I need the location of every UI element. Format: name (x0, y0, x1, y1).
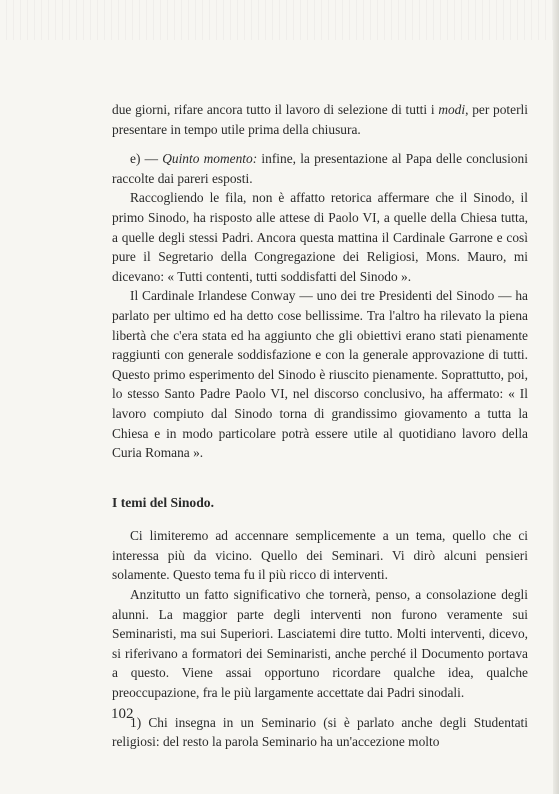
paragraph-1-text-b: , per poterli presentare in tempo utile prima della chiusura. (112, 102, 528, 137)
paragraph-5: Ci limiteremo ad accennare semplicemente a un tema, quello che ci interessa più da vicino. Quello dei Seminari. Vi dirò alcuni pensieri solamente. Questo tema fu il più ricco di interventi. (112, 528, 528, 583)
page-body (112, 100, 528, 752)
paragraph-4: Il Cardinale Irlandese Conway — uno dei tre Presidenti del Sinodo — ha parlato per ultimo ed ha detto cose bellissime. Tra l'altro ha rilevato la piena libertà che c'era stata ed ha aggiunto che gli obiettivi erano stati pienamente raggiunti con generale soddisfazione e con la generale approvazione di tutti. Questo primo esperimento del Sinodo è riuscito pienamente. Soprattutto, poi, lo stesso Santo Padre Paolo VI, nel discorso conclusivo, ha affermato: « Il lavoro compiuto dal Sinodo torna di grandissimo giovamento a tutta la Chiesa e in modo particolare potrà essere utile al quotidiano lavoro della Curia Romana ». (112, 288, 528, 461)
paragraph-1-text-a: due giorni, rifare ancora tutto il lavoro di selezione di tutti i (112, 102, 439, 117)
paragraph-2 (112, 149, 528, 188)
page-edge (553, 0, 559, 794)
paragraph-3: Raccogliendo le fila, non è affatto retorica affermare che il Sinodo, il primo Sinodo, ha risposto alle attese di Paolo VI, a quelle della Chiesa tutta, a quelle degli stessi Padri. Ancora questa mattina il Cardinale Garrone e così pure il Segretario della Congregazione dei Religiosi, Mons. Mauro, mi dicevano: « Tutti contenti, tutti soddisfatti del Sinodo ». (112, 190, 528, 284)
paragraph-2-text-a: e) — (130, 151, 163, 167)
section-heading: I temi del Sinodo. (112, 494, 214, 510)
paragraph-7: 1) Chi insegna in un Seminario (si è parlato anche degli Studentati religiosi: del resto la parola Seminario ha un'accezione molto (112, 714, 528, 750)
page-number: 102 (111, 706, 134, 722)
scan-noise (0, 0, 559, 40)
paragraph-2-text-b: infine, la presentazione al Papa delle conclusioni raccolte dai pareri esposti. (112, 151, 528, 186)
paragraph-1-emphasis: modi (438, 102, 466, 117)
paragraph-1 (112, 100, 528, 139)
paragraph-2-emphasis: Quinto momento: (162, 151, 258, 167)
paragraph-6: Anzitutto un fatto significativo che tornerà, penso, a consolazione degli alunni. La maggior parte degli interventi non furono veramente sui Seminaristi, ma sui Superiori. Lasciatemi dire tutto. Molti interventi, dicevo, si riferivano a formatori dei Seminaristi, anche perché il Documento portava a questo. Viene assai opportuno ricordare qualche idea, qualche preoccupazione, fra le più largamente accettate dai Padri sinodali. (112, 587, 528, 701)
